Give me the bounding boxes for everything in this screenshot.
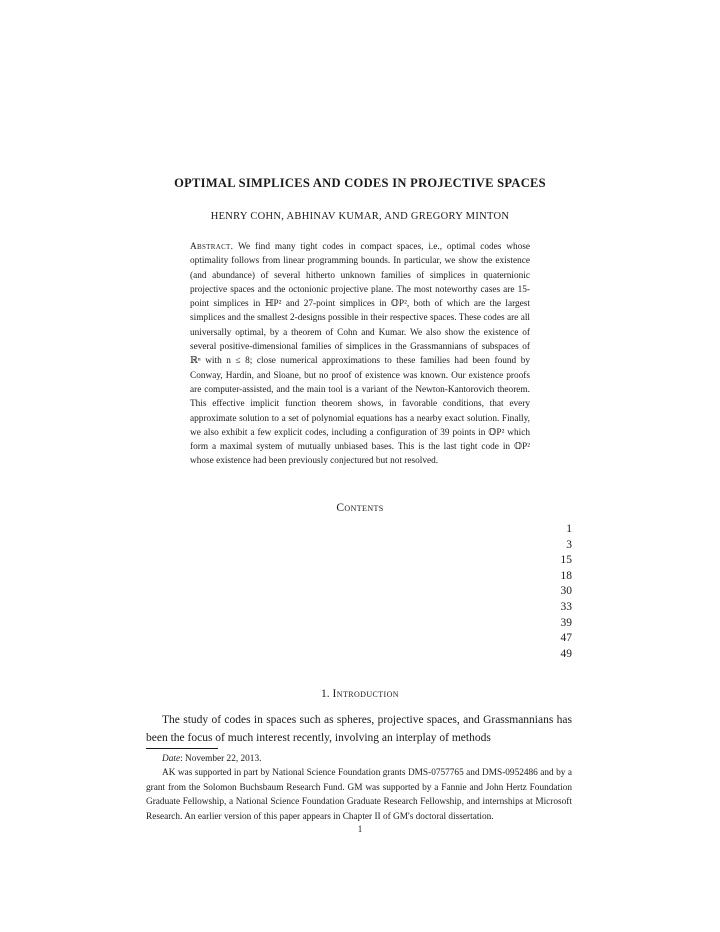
contents-page-number[interactable]: 3	[566, 538, 572, 551]
contents-page-number[interactable]: 1	[566, 523, 572, 535]
section-number: 1.	[321, 688, 330, 700]
abstract	[190, 240, 530, 469]
contents-heading: Contents	[336, 502, 384, 514]
footnote-divider	[146, 748, 218, 749]
section-title: Introduction	[332, 688, 399, 700]
contents-page-number[interactable]: 33	[560, 600, 572, 613]
contents-page-number[interactable]: 18	[560, 569, 572, 582]
date-value: : November 22, 2013.	[180, 754, 262, 764]
page-number: 1	[357, 824, 363, 834]
footnote-date	[146, 752, 572, 766]
abstract-heading: Abstract.	[190, 242, 234, 252]
contents-page-number[interactable]: 49	[560, 647, 572, 660]
section-heading-introduction	[0, 688, 720, 700]
date-label: Date	[162, 754, 181, 764]
contents-page-number[interactable]: 39	[560, 616, 572, 629]
contents-page-number[interactable]: 47	[560, 632, 572, 645]
paper-title: OPTIMAL SIMPLICES AND CODES IN PROJECTIVE SPACES	[174, 176, 546, 190]
contents-list	[520, 522, 572, 662]
author-list: HENRY COHN, ABHINAV KUMAR, AND GREGORY MINTON	[210, 211, 510, 222]
introduction-paragraph: The study of codes in spaces such as spheres, projective spaces, and Grassmannians has been the focus of much interest recently, involving an interplay of methods	[146, 714, 572, 744]
contents-page-number[interactable]: 15	[560, 554, 572, 567]
abstract-text: We find many tight codes in compact spaces, i.e., optimal codes whose optimality follows from linear programming bounds. In particular, we show the existence (and abundance) of several hitherto unknown families of simplices in quaternionic projective spaces and the octonionic projective plane. The most noteworthy cases are 15-point simplices in ℍP² and 27-point simplices in 𝕆P², both of which are the largest simplices and the smallest 2-designs possible in their respective spaces. These codes are all universally optimal, by a theorem of Cohn and Kumar. We also show the existence of several positive-dimensional families of simplices in the Grassmannians of subspaces of ℝⁿ with n ≤ 8; close numerical approximations to these families had been found by Conway, Hardin, and Sloane, but no proof of existence was known. Our existence proofs are computer-assisted, and the main tool is a variant of the Newton-Kantorovich theorem. This effective implicit function theorem shows, in favorable conditions, that every approximate solution to a set of polynomial equations has a nearby exact solution. Finally, we also exhibit a few explicit codes, including a configuration of 39 points in 𝕆P² which form a maximal system of mutually unbiased bases. This is the last tight code in 𝕆P² whose existence had been previously conjectured but not resolved.	[190, 242, 530, 467]
footnote-funding: AK was supported in part by National Science Foundation grants DMS-0757765 and DMS-0952486 and by a grant from the Solomon Buchsbaum Research Fund. GM was supported by a Fannie and John Hertz Foundation Graduate Fellowship, a National Science Foundation Graduate Research Fellowship, and internships at Microsoft Research. An earlier version of this paper appears in Chapter II of GM's doctoral dissertation.	[146, 768, 572, 822]
footnotes	[146, 752, 572, 824]
contents-page-number[interactable]: 30	[560, 585, 572, 598]
